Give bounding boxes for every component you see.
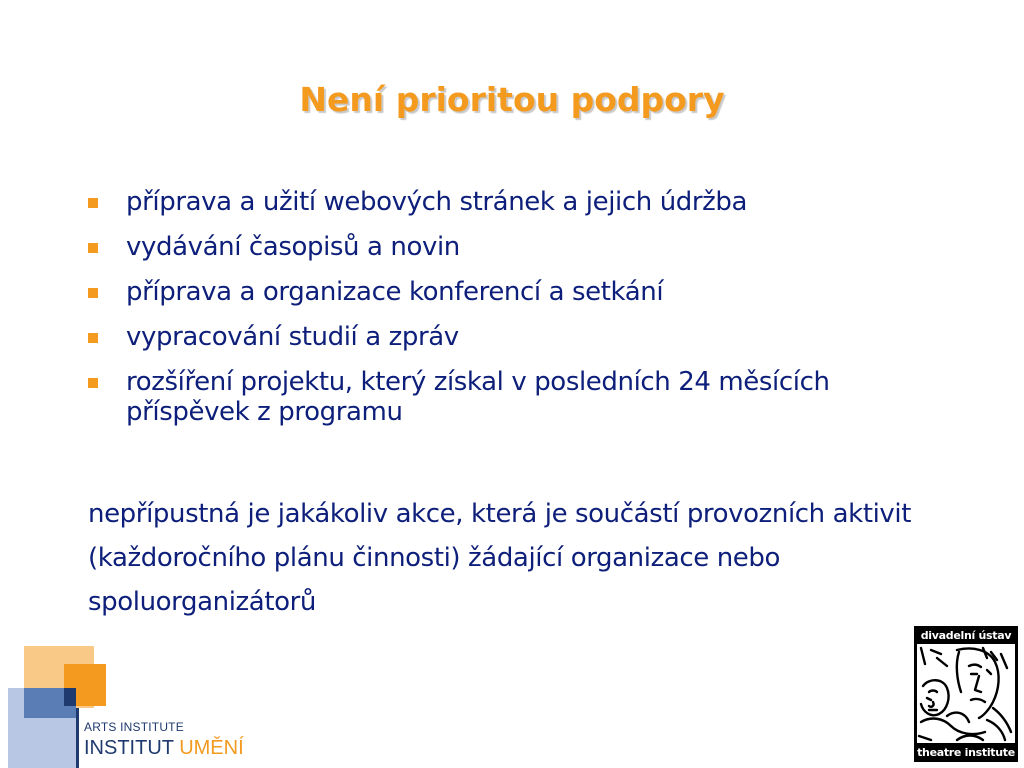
- bullet-text: příprava a organizace konferencí a setkání: [126, 277, 664, 307]
- square-bullet-icon: [88, 333, 98, 343]
- square-bullet-icon: [88, 378, 98, 388]
- logo-bottom-text: theatre institute: [917, 746, 1015, 759]
- bullet-text: rozšíření projektu, který získal v posledních 24 měsících příspěvek z programu: [126, 367, 830, 427]
- logo-divider: [76, 708, 79, 768]
- list-item: [88, 232, 948, 262]
- arts-institute-logo: [0, 640, 300, 768]
- logo-top-text: divadelní ústav: [920, 629, 1012, 642]
- logo-square-navy: [64, 688, 76, 706]
- theatre-institute-logo: [914, 626, 1018, 762]
- slide-title: Není prioritou podpory: [299, 80, 725, 119]
- square-bullet-icon: [88, 243, 98, 253]
- logo-big-text: [84, 737, 244, 760]
- logo-big-text-part1: INSTITUT: [84, 737, 180, 759]
- list-item: [88, 367, 948, 427]
- faces-drawing-icon: [917, 644, 1015, 743]
- square-bullet-icon: [88, 198, 98, 208]
- list-item: [88, 277, 948, 307]
- logo-big-text-part2: UMĚNÍ: [179, 737, 244, 759]
- bullet-text: příprava a užití webových stránek a jejich údržba: [126, 187, 748, 217]
- bullet-list: [88, 187, 948, 442]
- list-item: [88, 322, 948, 352]
- square-bullet-icon: [88, 288, 98, 298]
- bullet-text: vydávání časopisů a novin: [126, 232, 460, 262]
- body-paragraph: nepřípustná je jakákoliv akce, která je součástí provozních aktivit (každoročního plánu činnosti) žádající organizace nebo spoluorganizátorů: [88, 499, 912, 617]
- logo-small-text: ARTS INSTITUTE: [84, 720, 184, 734]
- list-item: [88, 187, 948, 217]
- bullet-text: vypracování studií a zpráv: [126, 322, 459, 352]
